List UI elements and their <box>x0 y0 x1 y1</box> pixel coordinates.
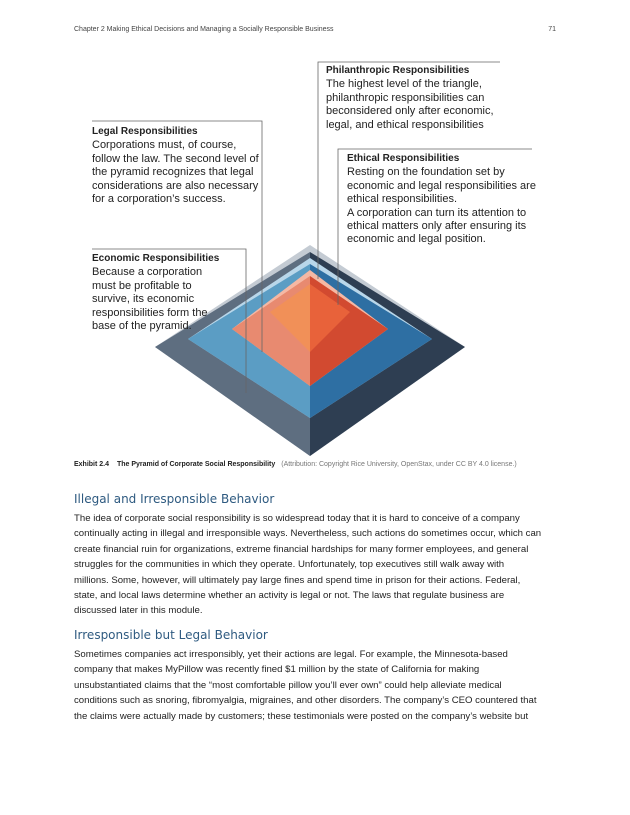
callout-economic <box>92 252 220 333</box>
paragraph-line: state, and local laws determine whether an activity is legal or not. The laws that regulate business are <box>74 590 505 602</box>
callout-legal <box>92 125 260 206</box>
callout-economic-body: Because a corporation must be profitable to survive, its economic responsibilities form the base of the pyramid. <box>92 266 208 333</box>
paragraph-line: company that makes MyPillow was recently fined $1 million by the state of California for making <box>74 664 480 676</box>
paragraph-line: continually acting in illegal and irresponsible ways. Nevertheless, such actions do sometimes occur, which can <box>74 528 542 540</box>
paragraph-line: discussed later in this module. <box>74 605 203 617</box>
callout-ethical-body-1: Resting on the foundation set by economic and legal responsibilities are ethical responsibilities. <box>347 166 536 206</box>
callout-philanthropic-title: Philanthropic Responsibilities <box>326 65 470 76</box>
callout-philanthropic-body: The highest level of the triangle, philanthropic responsibilities can beconsidered only after economic, legal, and ethical responsibilities <box>326 78 494 131</box>
running-header-chapter: Chapter 2 Making Ethical Decisions and Managing a Socially Responsible Business <box>74 26 334 33</box>
caption-title: The Pyramid of Corporate Social Responsibility <box>116 461 276 468</box>
caption-attribution: (Attribution: Copyright Rice University, OpenStax, under CC BY 4.0 license.) <box>281 461 517 468</box>
figure-caption <box>74 461 564 468</box>
callout-ethical <box>347 152 539 247</box>
callout-economic-title: Economic Responsibilities <box>92 253 220 264</box>
paragraph-line: millions. Some, however, will ultimately pay large fines and spend time in prison for their actions. Federal, <box>74 574 521 586</box>
caption-number: Exhibit 2.4 <box>74 461 110 468</box>
callout-ethical-body-2: A corporation can turn its attention to ethical matters only after ensuring its economic and legal position. <box>347 206 527 246</box>
callout-philanthropic <box>326 64 522 132</box>
callout-legal-body: Corporations must, of course, follow the law. The second level of the pyramid recognizes that legal considerations are also necessary for a corporation’s success. <box>92 139 259 206</box>
section-heading-irresponsible-legal: Irresponsible but Legal Behavior <box>74 628 268 642</box>
page-number: 71 <box>548 26 556 33</box>
paragraph-line: struggles for the communities in which they operate. Unfortunately, top executives still walk away with <box>74 559 505 571</box>
callout-ethical-title: Ethical Responsibilities <box>347 153 460 164</box>
paragraph-line: Sometimes companies act irresponsibly, yet their actions are legal. For example, the Minnesota-based <box>74 649 508 660</box>
section-paragraph-irresponsible-legal <box>74 647 556 724</box>
paragraph-line: conditions such as snoring, fibromyalgia, migraines, and other disorders. The company’s CEO countered that <box>74 695 537 707</box>
callout-legal-title: Legal Responsibilities <box>92 126 198 137</box>
section-heading-illegal: Illegal and Irresponsible Behavior <box>74 492 275 506</box>
paragraph-line: unsubstantiated claims that the “most comfortable pillow you’ll ever own” could help alleviate medical <box>74 679 502 691</box>
section-paragraph-illegal <box>74 511 556 619</box>
paragraph-line: the claims were actually made by customers; these testimonials were posted on the company’s website but <box>74 710 529 722</box>
paragraph-line: create financial ruin for organizations, extreme financial hardships for many former employees, and general <box>74 543 529 555</box>
paragraph-line: The idea of corporate social responsibility is so widespread today that it is hard to conceive of a company <box>74 513 520 524</box>
